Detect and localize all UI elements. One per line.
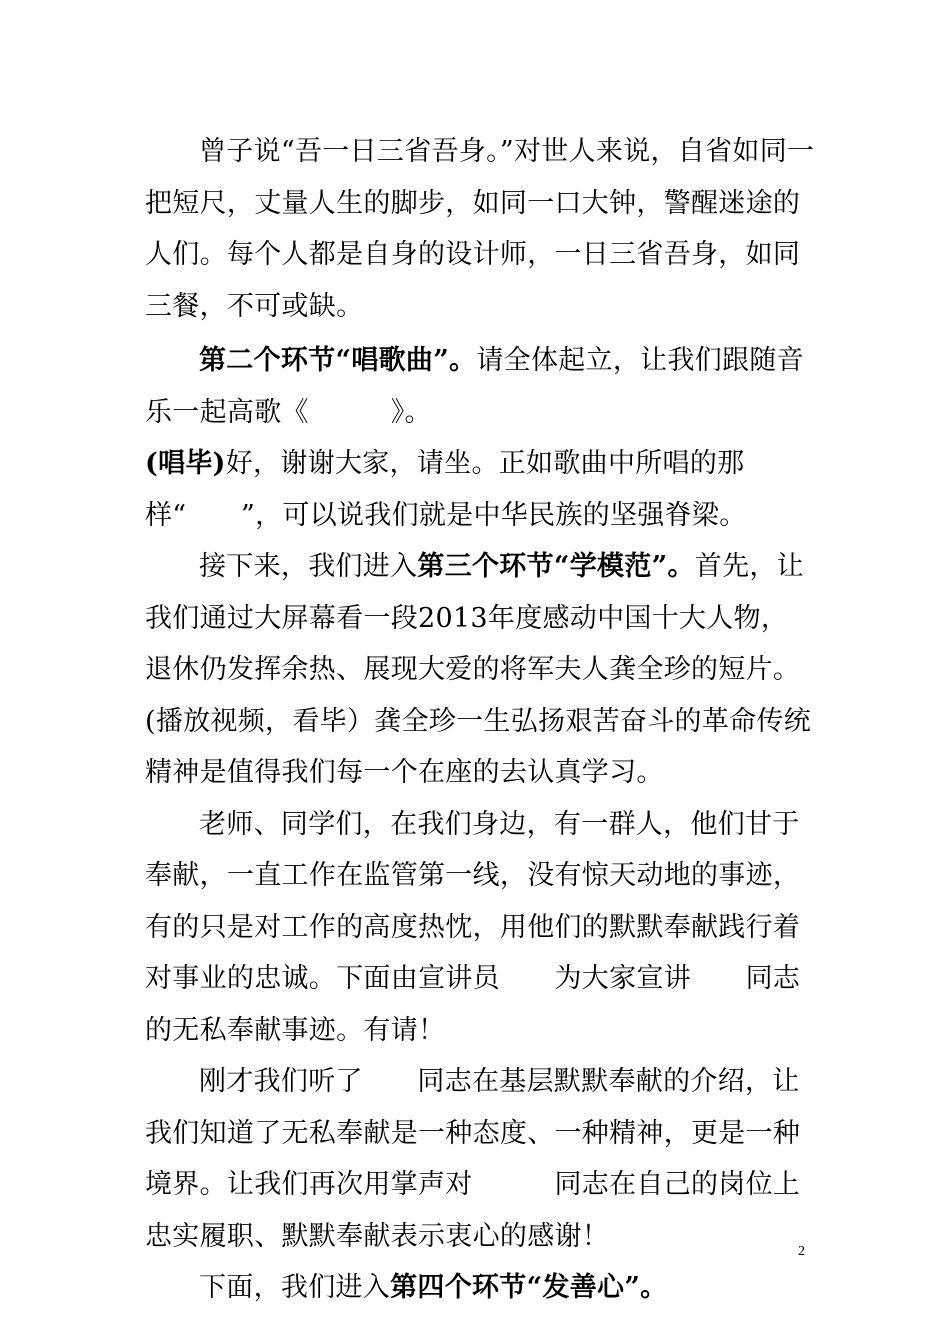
- paragraph-text: 刚才我们听了 同志在基层默默奉献的介绍，让我们知道了无私奉献是一种态度、一种精神，更是一种境界。让我们再次用掌声对 同志在自己的岗位上忠实履职、默默奉献表示衷心的感谢！: [145, 1066, 801, 1252]
- paragraph-after-singing: [145, 438, 815, 541]
- page-number: 2: [798, 1244, 805, 1259]
- segment-heading-kindness: 第四个环节“发善心”。: [390, 1272, 668, 1303]
- document-body: [145, 126, 815, 1314]
- paragraph-text: 曾子说“吾一日三省吾身。”对世人来说，自省如同一把短尺，丈量人生的脚步，如同一口大钟，警醒迷途的人们。每个人都是自身的设计师，一日三省吾身，如同三餐，不可或缺。: [145, 136, 815, 322]
- paragraph-dedication: [145, 799, 815, 1057]
- paragraph-text: 请全体起立，让我们跟随音乐一起高歌《 》。: [145, 345, 804, 428]
- paragraph-thanks: [145, 1056, 815, 1262]
- paragraph-fourth-segment: [145, 1262, 815, 1314]
- segment-heading-model: 第三个环节“学模范”。: [417, 551, 695, 582]
- paragraph-text: 接下来，我们进入: [199, 551, 418, 582]
- paragraph-third-segment: [145, 541, 815, 799]
- paragraph-text: 老师、同学们，在我们身边，有一群人，他们甘于奉献，一直工作在监管第一线，没有惊天动地的事迹，有的只是对工作的高度热忱，用他们的默默奉献践行着对事业的忠诚。下面由宣讲员 为大家宣讲 同志的无私奉献事迹。有请！: [145, 808, 801, 1046]
- paragraph-text: 首先，让我们通过大屏幕看一段2013年度感动中国十大人物，退休仍发挥余热、展现大爱的将军夫人龚全珍的短片。(播放视频，看毕）龚全珍一生弘扬艰苦奋斗的革命传统精神是值得我们每一个在座的去认真学习。: [145, 551, 812, 788]
- paragraph-zengzi-quote: [145, 126, 815, 332]
- paragraph-second-segment: [145, 335, 815, 438]
- stage-direction-sing-end: (唱毕): [145, 448, 226, 479]
- paragraph-text: 好，谢谢大家，请坐。正如歌曲中所唱的那样“ ”，可以说我们就是中华民族的坚强脊梁。: [145, 448, 747, 531]
- paragraph-text: 下面，我们进入: [199, 1272, 391, 1303]
- segment-heading-sing: 第二个环节“唱歌曲”。: [199, 345, 477, 376]
